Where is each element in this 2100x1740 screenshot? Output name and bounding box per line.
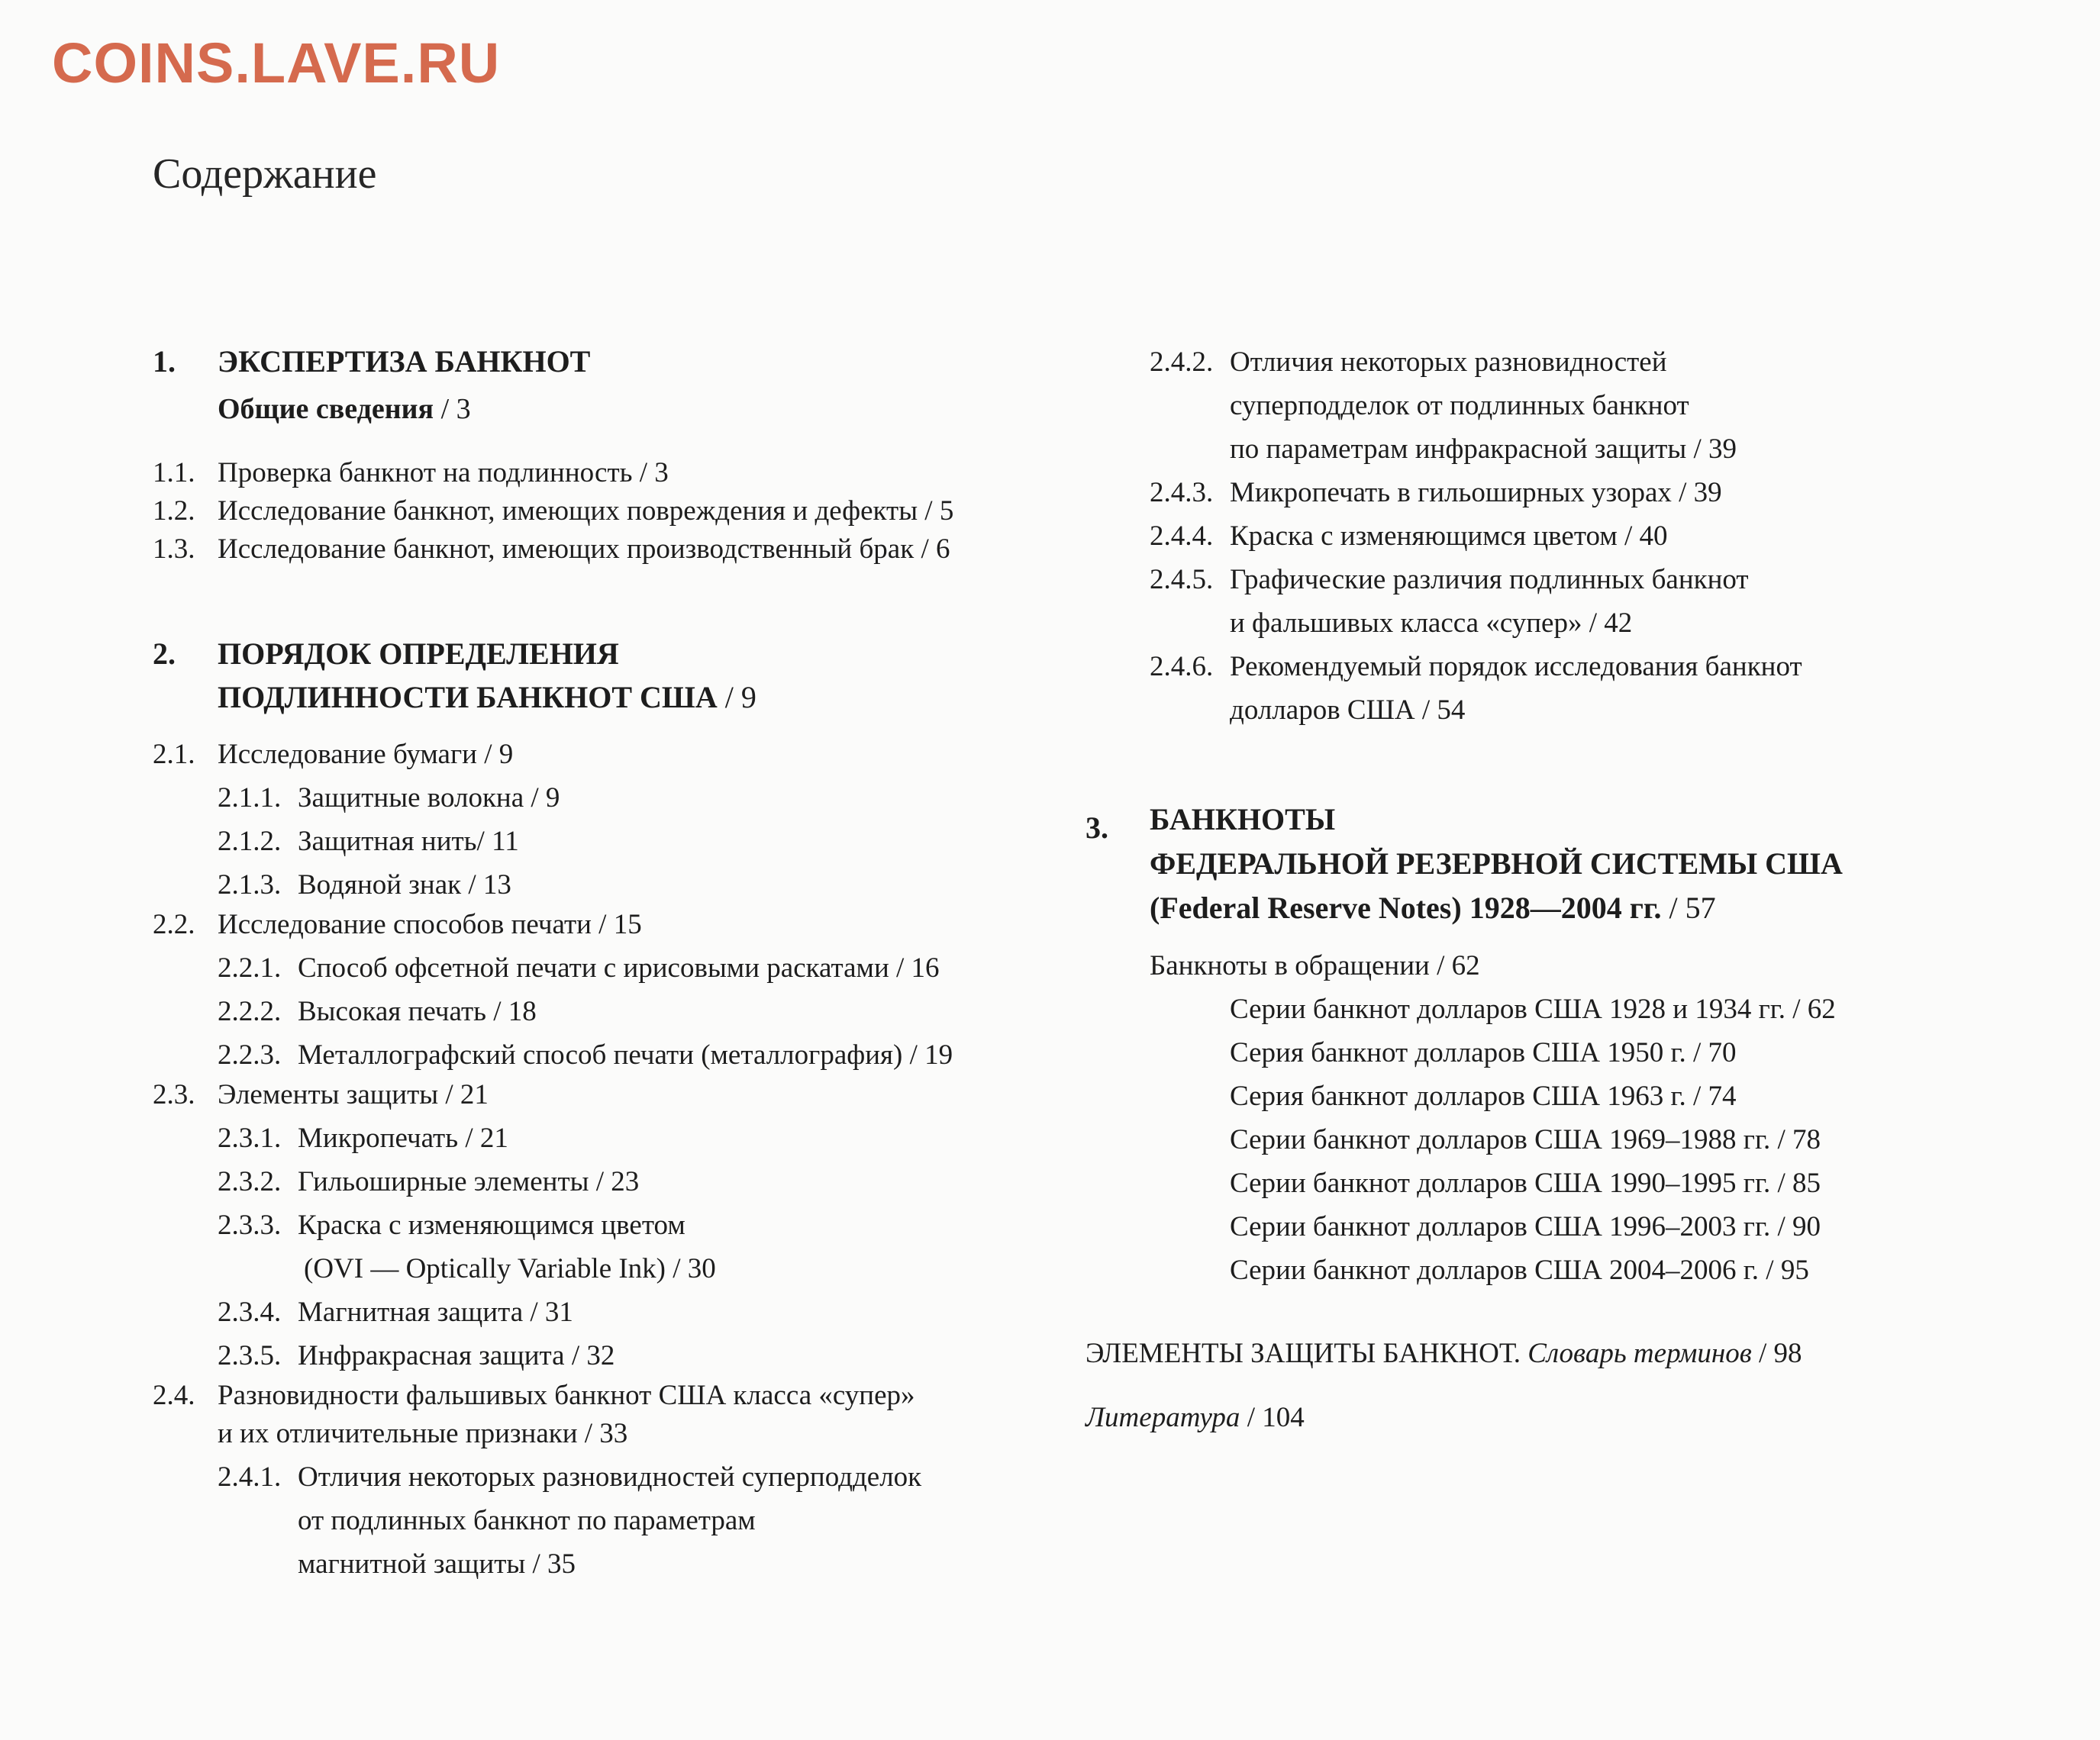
toc-entry-text: Исследование банкнот, имеющих повреждения и дефекты / 5: [218, 495, 954, 527]
section-3-title-line1: БАНКНОТЫ: [1150, 802, 1336, 836]
toc-entry: [153, 495, 953, 528]
toc-entry-number: 2.2.1.: [218, 952, 282, 984]
toc-entry: [218, 1122, 508, 1155]
series-entry: Серия банкнот долларов США 1950 г. / 70: [1230, 1037, 1737, 1068]
glossary-main: ЭЛЕМЕНТЫ ЗАЩИТЫ БАНКНОТ.: [1085, 1338, 1521, 1369]
toc-entry: [218, 868, 511, 902]
circulation-entry: Банкноты в обращении / 62: [1150, 950, 1480, 981]
toc-entry-text: и их отличительные признаки / 33: [218, 1418, 628, 1449]
toc-entry-text: Исследование бумаги / 9: [218, 739, 514, 770]
toc-entry-text: Проверка банкнот на подлинность / 3: [218, 457, 669, 488]
toc-entry: [218, 1417, 627, 1451]
toc-entry: [218, 781, 560, 815]
toc-entry-number: 2.1.: [153, 739, 195, 770]
toc-entry: [1230, 607, 1632, 640]
toc-entry: [304, 1252, 716, 1286]
toc-entry-text: Защитная нить/ 11: [298, 826, 519, 857]
section-2-page: / 9: [724, 680, 756, 714]
toc-entry-text: Отличия некоторых разновидностей суперподделок: [298, 1461, 922, 1493]
toc-entry-text: Исследование способов печати / 15: [218, 909, 642, 940]
toc-entry-number: 1.2.: [153, 495, 195, 527]
toc-entry-number: 2.3.3.: [218, 1210, 282, 1241]
toc-entry: [218, 995, 537, 1029]
toc-entry: [1150, 650, 1802, 684]
toc-entry: [1150, 520, 1668, 553]
toc-entry-text: и фальшивых класса «супер» / 42: [1230, 607, 1633, 639]
toc-entry-number: 2.3.5.: [218, 1340, 282, 1371]
toc-entry-number: 2.3.: [153, 1079, 195, 1110]
toc-entry-text: Высокая печать / 18: [298, 996, 537, 1027]
literature-page: / 104: [1247, 1402, 1305, 1433]
toc-entry-number: 2.3.2.: [218, 1166, 282, 1197]
toc-entry-text: Элементы защиты / 21: [218, 1079, 489, 1110]
toc-entry-text: (OVI — Optically Variable Ink) / 30: [304, 1253, 716, 1284]
series-entry: Серии банкнот долларов США 1996–2003 гг. / 90: [1230, 1211, 1821, 1242]
toc-entry-number: 2.4.1.: [218, 1461, 282, 1493]
toc-entry-number: 2.4.5.: [1150, 564, 1214, 595]
site-watermark: COINS.LAVE.RU: [52, 31, 501, 95]
toc-entry-text: Микропечать в гильоширных узорах / 39: [1230, 477, 1722, 508]
series-entry: Серии банкнот долларов США 2004–2006 г. / 95: [1230, 1255, 1809, 1286]
toc-entry: [1230, 694, 1465, 727]
toc-entry: [153, 738, 513, 772]
toc-entry: [218, 1339, 615, 1373]
toc-entry-number: 2.1.3.: [218, 869, 282, 901]
toc-entry: [153, 1078, 489, 1112]
section-2-number: 2.: [153, 636, 176, 671]
toc-entry: [153, 908, 642, 942]
toc-entry: [298, 1548, 576, 1581]
toc-entry: [1150, 563, 1749, 597]
toc-entry-number: 2.2.3.: [218, 1039, 282, 1071]
toc-entry-text: Гильоширные элементы / 23: [298, 1166, 640, 1197]
toc-entry: [218, 1461, 921, 1494]
toc-entry-text: Магнитная защита / 31: [298, 1297, 573, 1328]
section-3-number: 3.: [1085, 810, 1108, 845]
section-2-title-line2-row: [218, 681, 756, 714]
toc-entry-number: 2.1.1.: [218, 782, 282, 814]
toc-entry-number: 2.4.: [153, 1380, 195, 1411]
toc-entry: [1150, 346, 1667, 379]
page-title: Содержание: [153, 150, 377, 198]
toc-entry: [1230, 433, 1737, 466]
toc-entry-text: Графические различия подлинных банкнот: [1230, 564, 1749, 595]
toc-entry: [298, 1504, 756, 1538]
toc-entry-number: 2.2.: [153, 909, 195, 940]
toc-entry-text: Краска с изменяющимся цветом: [298, 1210, 685, 1241]
glossary-italic: Словарь терминов: [1527, 1338, 1752, 1369]
series-entry: Серии банкнот долларов США 1990–1995 гг. / 85: [1230, 1168, 1821, 1199]
toc-entry: [218, 1296, 573, 1329]
section-1-number: 1.: [153, 344, 176, 379]
toc-entry: [218, 952, 940, 985]
section-2-title-line2: ПОДЛИННОСТИ БАНКНОТ США: [218, 680, 718, 714]
toc-entry-number: 2.3.4.: [218, 1297, 282, 1328]
toc-entry-text: от подлинных банкнот по параметрам: [298, 1505, 756, 1536]
toc-entry-text: по параметрам инфракрасной защиты / 39: [1230, 433, 1737, 465]
toc-entry-number: 2.3.1.: [218, 1123, 282, 1154]
section-3-title-line3-row: [1150, 891, 1716, 925]
section-3-title-line3: (Federal Reserve Notes) 1928—2004 гг.: [1150, 891, 1662, 925]
literature-entry: [1085, 1401, 1305, 1435]
toc-entry-text: долларов США / 54: [1230, 694, 1466, 726]
toc-entry: [1230, 389, 1689, 423]
toc-entry-text: Рекомендуемый порядок исследования банкнот: [1230, 651, 1802, 682]
section-3-page: / 57: [1669, 891, 1716, 925]
toc-entry: [153, 1379, 915, 1413]
series-entry: Серии банкнот долларов США 1969–1988 гг. / 78: [1230, 1124, 1821, 1155]
toc-entry-text: Водяной знак / 13: [298, 869, 511, 901]
section-3-title-line2: ФЕДЕРАЛЬНОЙ РЕЗЕРВНОЙ СИСТЕМЫ США: [1150, 846, 1843, 881]
toc-entry-number: 2.4.4.: [1150, 520, 1214, 552]
toc-entry-text: Защитные волокна / 9: [298, 782, 560, 814]
series-entry: Серия банкнот долларов США 1963 г. / 74: [1230, 1081, 1737, 1112]
toc-entry-number: 2.1.2.: [218, 826, 282, 857]
toc-entry: [218, 1209, 685, 1242]
toc-entry: [153, 456, 669, 490]
toc-entry-text: Отличия некоторых разновидностей: [1230, 346, 1667, 378]
toc-entry-number: 2.4.2.: [1150, 346, 1214, 378]
section-1-subtitle: Общие сведения: [218, 393, 434, 425]
toc-entry-number: 1.3.: [153, 533, 195, 565]
toc-entry: [218, 1165, 639, 1199]
literature-italic: Литература: [1085, 1402, 1240, 1433]
toc-entry-text: Микропечать / 21: [298, 1123, 508, 1154]
section-1-subtitle-row: [218, 392, 471, 426]
toc-entry-text: Способ офсетной печати с ирисовыми раскатами / 16: [298, 952, 940, 984]
toc-entry: [218, 1039, 953, 1072]
toc-entry-number: 2.4.6.: [1150, 651, 1214, 682]
toc-entry-text: Металлографский способ печати (металлография) / 19: [298, 1039, 953, 1071]
glossary-entry: [1085, 1337, 1802, 1371]
toc-entry: [218, 825, 519, 859]
toc-entry-text: магнитной защиты / 35: [298, 1548, 576, 1580]
toc-entry-text: Краска с изменяющимся цветом / 40: [1230, 520, 1668, 552]
toc-entry-number: 1.1.: [153, 457, 195, 488]
series-entry: Серии банкнот долларов США 1928 и 1934 гг. / 62: [1230, 994, 1836, 1025]
toc-entry-number: 2.4.3.: [1150, 477, 1214, 508]
toc-entry: [153, 533, 950, 566]
section-1-page: / 3: [440, 393, 471, 425]
toc-entry-text: Исследование банкнот, имеющих производственный брак / 6: [218, 533, 950, 565]
toc-entry-text: Инфракрасная защита / 32: [298, 1340, 615, 1371]
toc-entry-number: 2.2.2.: [218, 996, 282, 1027]
section-2-title-line1: ПОРЯДОК ОПРЕДЕЛЕНИЯ: [218, 636, 619, 671]
section-1-title: ЭКСПЕРТИЗА БАНКНОТ: [218, 344, 591, 379]
toc-entry-text: суперподделок от подлинных банкнот: [1230, 390, 1689, 421]
glossary-page: / 98: [1759, 1338, 1802, 1369]
toc-entry-text: Разновидности фальшивых банкнот США класса «супер»: [218, 1380, 915, 1411]
toc-entry: [1150, 476, 1722, 510]
